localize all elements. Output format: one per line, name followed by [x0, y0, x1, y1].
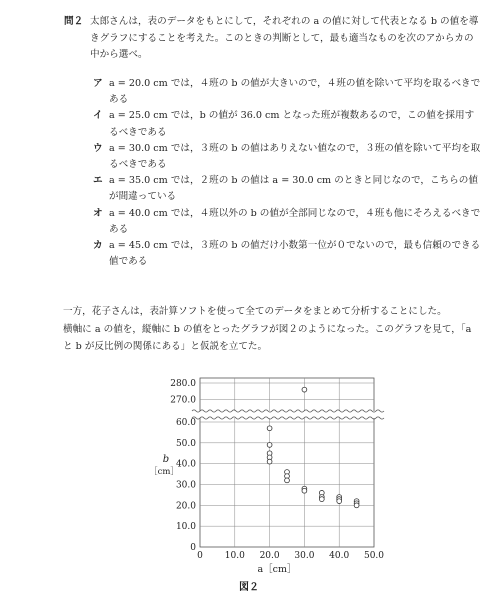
y-tick-label: 20.0 [175, 501, 196, 512]
x-tick-label: 50.0 [363, 551, 385, 561]
data-point [267, 426, 272, 431]
y-axis-label: b [162, 454, 170, 465]
choice-item [93, 206, 483, 238]
y-tick-label: 30.0 [175, 480, 196, 491]
choice-label: カ [93, 240, 103, 252]
y-axis-unit: ［cm］ [149, 467, 179, 477]
data-point [285, 478, 290, 483]
choice-item [93, 173, 483, 205]
y-tick-label: 270.0 [170, 395, 196, 406]
choice-text: a = 30.0 cm では，３班の b の値はありえない値なので，３班の値を除いて平均を取るべきである [109, 142, 481, 171]
chart-svg [140, 370, 390, 588]
choice-text: a = 20.0 cm では，４班の b の値が大きいので，４班の値を除いて平均を取るべきである [109, 78, 481, 106]
choice-label: エ [93, 175, 103, 187]
choice-text: a = 40.0 cm では，４班以外の b の値が全部同じなので，４班も他にそろえるべきである [109, 207, 481, 235]
choice-item [93, 141, 483, 173]
choice-item [93, 108, 483, 140]
data-point [302, 488, 307, 493]
x-tick-label: 40.0 [329, 551, 350, 561]
y-tick-label: 10.0 [175, 522, 196, 533]
x-tick-label: 10.0 [224, 551, 245, 561]
choice-text: a = 35.0 cm では，２班の b の値は a = 30.0 cm のときと同じなので，こちらの値が間違っている [109, 175, 478, 203]
y-tick-label: 60.0 [175, 418, 196, 428]
paragraph-hypothesis: 横軸に a の値を，縦軸に b の値をとったグラフが図２のようになった。このグラフを見て，「a と b が反比例の関係にある」と仮説を立てた。 [63, 324, 472, 352]
y-tick-label: 40.0 [175, 459, 196, 470]
choice-label: イ [93, 110, 103, 122]
data-point [267, 459, 272, 464]
choice-label: ア [93, 78, 103, 89]
y-tick-label: 0 [190, 543, 196, 553]
x-axis-label: a［cm］ [257, 564, 297, 575]
data-point [354, 503, 359, 508]
y-tick-label: 280.0 [170, 379, 196, 389]
choice-item [93, 238, 483, 270]
choice-label: オ [93, 207, 103, 219]
data-point [302, 387, 307, 392]
figure-caption: 図２ [239, 582, 259, 593]
data-point [319, 497, 324, 502]
x-tick-label: 0 [197, 551, 203, 561]
x-tick-label: 20.0 [259, 551, 280, 561]
y-tick-label: 50.0 [175, 438, 196, 449]
scatter-chart [140, 370, 390, 588]
choice-text: a = 45.0 cm では，３班の b の値だけ小数第一位が０でないので，最も信頼のできる値である [109, 240, 481, 268]
data-point [337, 499, 342, 504]
data-point [267, 443, 272, 448]
choice-text: a = 25.0 cm では，b の値が 36.0 cm となった班が複数あるので，この値を採用するべきである [109, 110, 475, 138]
choice-label: ウ [93, 142, 103, 154]
choice-list [93, 76, 483, 270]
question-text: 太郎さんは，表のデータをもとにして，それぞれの a の値に対して代表となる b の値を導きグラフにすることを考えた。このときの判断として，最も適当なものを次のアからカの中から選べ。 [90, 16, 479, 60]
question-number: 問２ [64, 16, 84, 27]
paragraph-intro: 一方，花子さんは，表計算ソフトを使って全てのデータをまとめて分析することにした。 [63, 306, 447, 317]
x-tick-label: 30.0 [294, 551, 315, 561]
plot-frame [200, 378, 374, 547]
choice-item [93, 76, 483, 108]
